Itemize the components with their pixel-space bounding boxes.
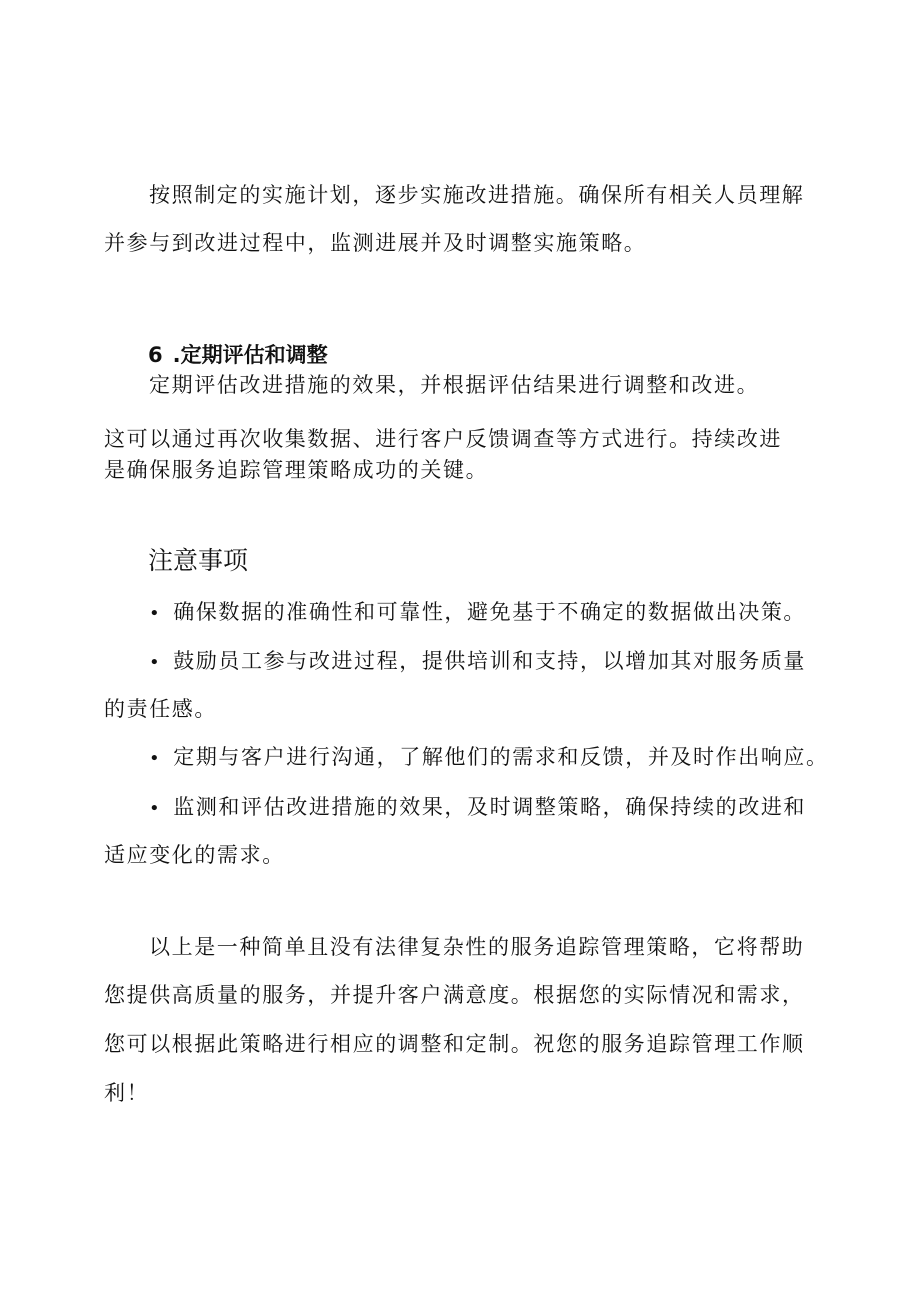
notes-item-4-line-1: 监测和评估改进措施的效果，及时调整策略，确保持续的改进和 [173, 795, 807, 819]
intro-paragraph-line-2: 并参与到改进过程中，监测进展并及时调整实施策略。 [104, 231, 647, 255]
notes-item-3-line-1: 定期与客户进行沟通，了解他们的需求和反馈，并及时作出响应。 [173, 745, 829, 769]
notes-item-1-line-1: 确保数据的准确性和可靠性，避免基于不确定的数据做出决策。 [173, 600, 807, 624]
conclusion-line-3: 您可以根据此策略进行相应的调整和定制。祝您的服务追踪管理工作顺 [104, 1032, 805, 1056]
step-6-paragraph-line-2: 这可以通过再次收集数据、进行客户反馈调查等方式进行。持续改进 [104, 427, 782, 451]
notes-bullet-item [149, 646, 806, 678]
notes-item-2-line-2: 的责任感。 [104, 697, 217, 721]
bullet-icon: • [149, 798, 162, 819]
bullet-icon: • [149, 652, 162, 673]
intro-paragraph-line-1: 按照制定的实施计划，逐步实施改进措施。确保所有相关人员理解 [149, 183, 805, 207]
notes-section-title: 注意事项 [148, 546, 249, 575]
step-6-paragraph-line-1: 定期评估改进措施的效果，并根据评估结果进行调整和改进。 [149, 373, 760, 397]
conclusion-line-2: 您提供高质量的服务，并提升客户满意度。根据您的实际情况和需求， [104, 983, 805, 1007]
notes-bullet-item [149, 742, 829, 774]
bullet-icon: • [149, 748, 162, 769]
conclusion-line-4: 利！ [104, 1081, 150, 1105]
notes-bullet-item [149, 597, 806, 629]
notes-item-4-line-2: 适应变化的需求。 [104, 843, 285, 867]
conclusion-line-1: 以上是一种简单且没有法律复杂性的服务追踪管理策略，它将帮助 [149, 935, 805, 959]
step-6-number: 6 [148, 343, 163, 367]
bullet-icon: • [149, 603, 162, 624]
notes-item-2-line-1: 鼓励员工参与改进过程，提供培训和支持，以增加其对服务质量 [173, 649, 807, 673]
step-6-heading [148, 340, 328, 370]
step-6-title: .定期评估和调整 [172, 343, 328, 367]
notes-bullet-item [149, 792, 806, 824]
step-6-paragraph-line-3: 是确保服务追踪管理策略成功的关键。 [104, 458, 489, 482]
